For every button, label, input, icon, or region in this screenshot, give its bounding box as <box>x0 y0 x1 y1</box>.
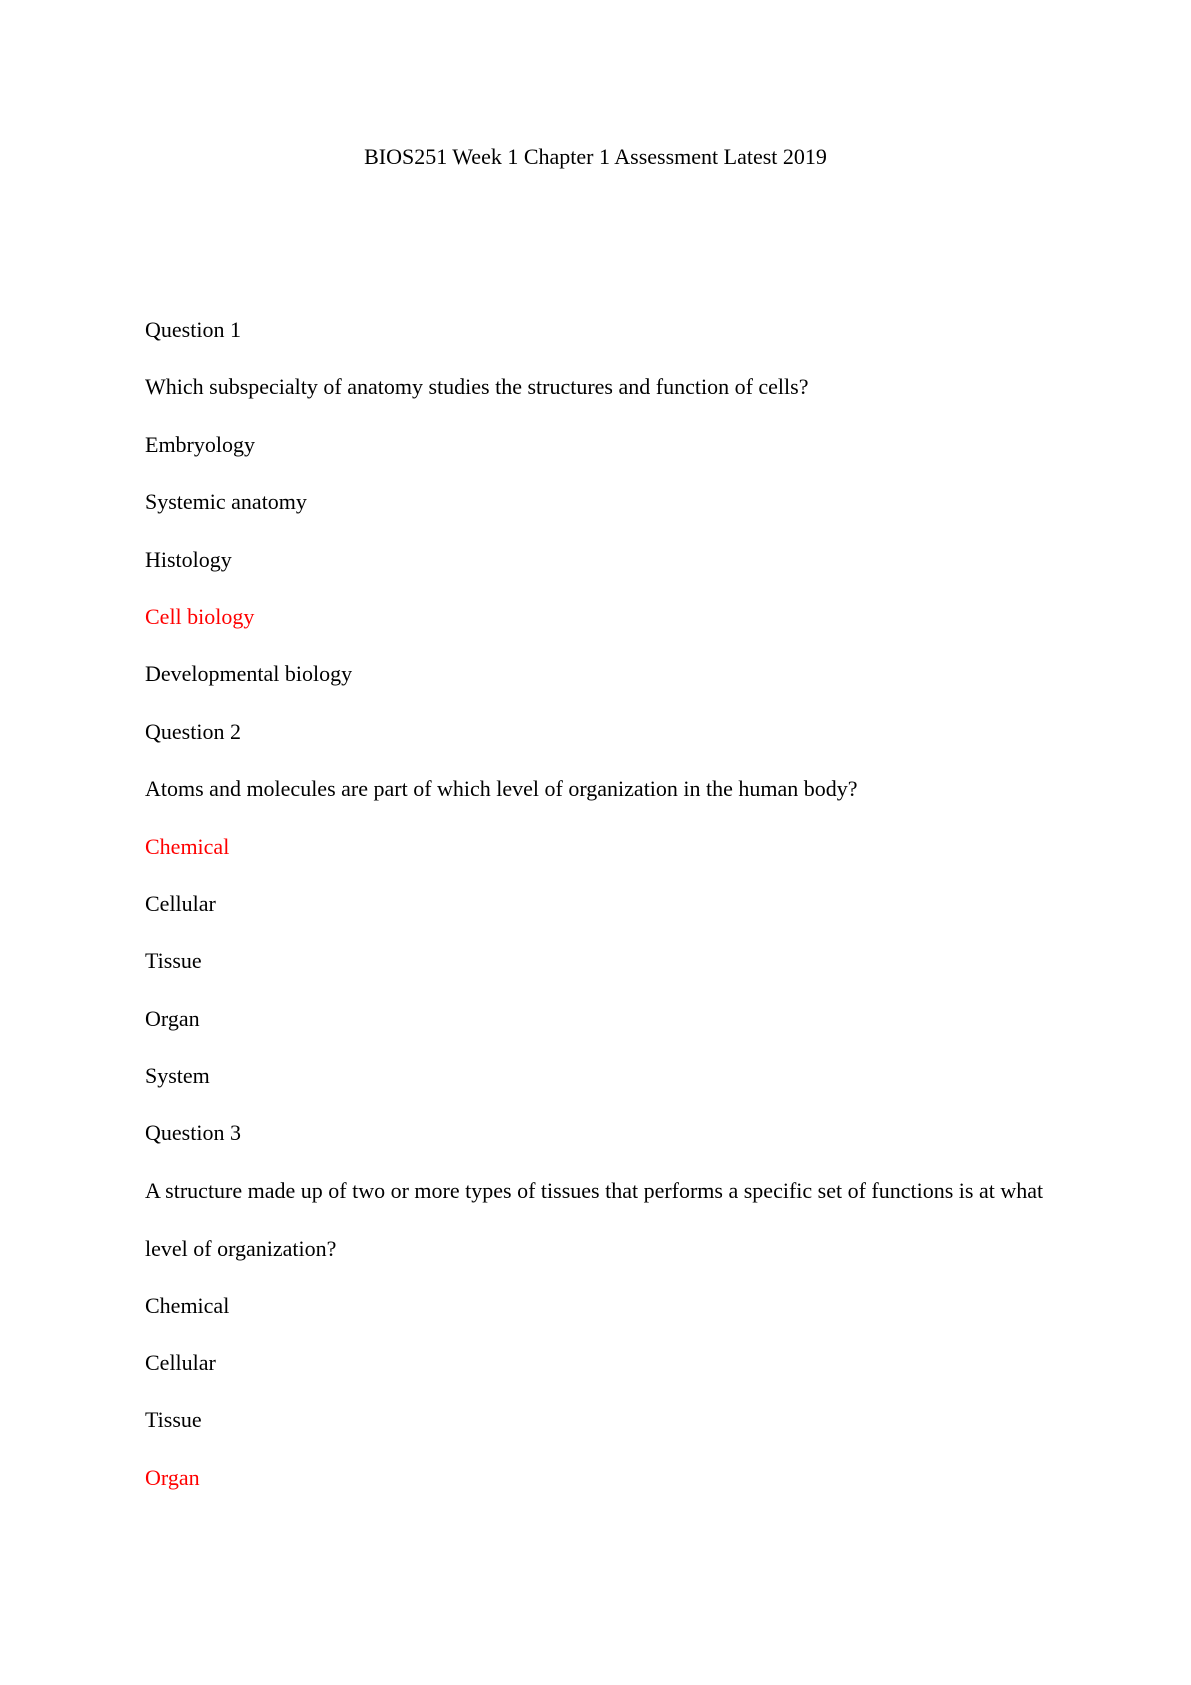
question-3-option-1: Chemical <box>145 1292 230 1318</box>
question-2-option-5: System <box>145 1063 210 1089</box>
question-1-option-4-correct: Cell biology <box>145 603 255 629</box>
question-1-text: Which subspecialty of anatomy studies the structures and function of cells? <box>145 374 809 400</box>
question-3-option-2: Cellular <box>145 1350 216 1376</box>
question-2-option-2: Cellular <box>145 890 216 916</box>
question-1-label: Question 1 <box>145 317 241 342</box>
question-1-option-1: Embryology <box>145 431 255 457</box>
question-1-option-5: Developmental biology <box>145 661 353 687</box>
question-2-text: Atoms and molecules are part of which level of organization in the human body? <box>145 776 858 802</box>
question-2-label: Question 2 <box>145 718 241 744</box>
question-3-option-3: Tissue <box>145 1407 202 1433</box>
question-2-option-3: Tissue <box>145 948 202 974</box>
question-2-option-4: Organ <box>145 1005 200 1031</box>
question-3-option-4-correct: Organ <box>145 1464 200 1490</box>
question-2-option-1-correct: Chemical <box>145 833 230 859</box>
question-1-option-3: Histology <box>145 546 232 572</box>
document-content <box>145 315 1065 1520</box>
document-title: BIOS251 Week 1 Chapter 1 Assessment Latest 2019 <box>364 144 827 169</box>
question-3-label: Question 3 <box>145 1120 241 1146</box>
question-3-text: A structure made up of two or more types of tissues that performs a specific set of functions is at what level of organization? <box>145 1178 1044 1261</box>
question-1-option-2: Systemic anatomy <box>145 489 307 515</box>
